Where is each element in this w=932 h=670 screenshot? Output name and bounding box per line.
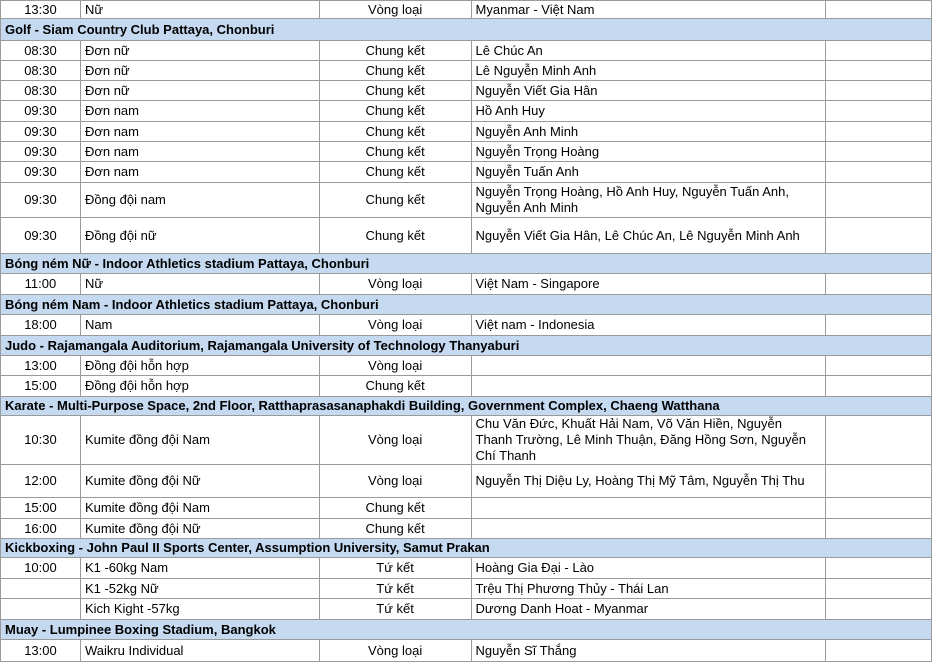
event-cell[interactable]: K1 -60kg Nam — [80, 558, 319, 579]
table-row — [1, 376, 932, 397]
round-cell[interactable]: Chung kết — [319, 519, 471, 539]
round-cell[interactable]: Chung kết — [319, 162, 471, 183]
round-cell[interactable]: Tứ kết — [319, 558, 471, 579]
empty-cell[interactable] — [826, 183, 932, 218]
table-row — [1, 142, 932, 162]
event-cell[interactable]: Waikru Individual — [80, 640, 319, 662]
empty-cell[interactable] — [826, 122, 932, 142]
time-cell[interactable]: 09:30 — [1, 122, 81, 142]
empty-cell[interactable] — [826, 416, 932, 465]
athletes-cell[interactable]: Nguyễn Trọng Hoàng — [471, 142, 826, 162]
athletes-cell[interactable]: Nguyễn Viết Gia Hân, Lê Chúc An, Lê Nguyễn Minh Anh — [471, 218, 826, 254]
round-cell[interactable]: Vòng loại — [319, 274, 471, 295]
event-cell[interactable]: Nữ — [80, 1, 319, 19]
table-row — [1, 599, 932, 620]
time-cell[interactable]: 13:00 — [1, 640, 81, 662]
section-header-row — [1, 336, 932, 356]
section-header-row — [1, 19, 932, 41]
time-cell[interactable] — [1, 599, 81, 620]
table-row — [1, 356, 932, 376]
time-cell[interactable]: 08:30 — [1, 61, 81, 81]
athletes-cell[interactable]: Nguyễn Thị Diệu Ly, Hoàng Thị Mỹ Tâm, Nguyễn Thị Thu — [471, 465, 826, 498]
athletes-cell[interactable]: Nguyễn Tuấn Anh — [471, 162, 826, 183]
round-cell[interactable]: Chung kết — [319, 498, 471, 519]
athletes-cell[interactable]: Hồ Anh Huy — [471, 101, 826, 122]
section-header-row — [1, 539, 932, 558]
event-cell[interactable]: K1 -52kg Nữ — [80, 579, 319, 599]
empty-cell[interactable] — [826, 579, 932, 599]
athletes-cell[interactable]: Chu Văn Đức, Khuất Hải Nam, Võ Văn Hiền, Nguyễn Thanh Trường, Lê Minh Thuận, Đăng Hồng Sơn, Nguyễn Chí Thanh — [471, 416, 826, 465]
round-cell[interactable]: Chung kết — [319, 61, 471, 81]
athletes-cell[interactable]: Việt nam - Indonesia — [471, 315, 826, 336]
table-row — [1, 274, 932, 295]
athletes-cell[interactable]: Nguyễn Anh Minh — [471, 122, 826, 142]
athletes-cell[interactable]: Nguyễn Sĩ Thắng — [471, 640, 826, 662]
time-cell[interactable]: 09:30 — [1, 183, 81, 218]
empty-cell[interactable] — [826, 315, 932, 336]
athletes-cell[interactable]: Lê Nguyễn Minh Anh — [471, 61, 826, 81]
section-header-row — [1, 620, 932, 640]
athletes-cell[interactable]: Nguyễn Trọng Hoàng, Hồ Anh Huy, Nguyễn Tuấn Anh, Nguyễn Anh Minh — [471, 183, 826, 218]
round-cell[interactable]: Vòng loại — [319, 315, 471, 336]
empty-cell[interactable] — [826, 599, 932, 620]
section-header-row — [1, 254, 932, 274]
time-cell[interactable] — [1, 579, 81, 599]
athletes-cell[interactable] — [471, 519, 826, 539]
table-row — [1, 41, 932, 61]
time-cell[interactable]: 10:30 — [1, 416, 81, 465]
athletes-cell[interactable] — [471, 376, 826, 397]
empty-cell[interactable] — [826, 465, 932, 498]
event-cell[interactable]: Kich Kight -57kg — [80, 599, 319, 620]
empty-cell[interactable] — [826, 376, 932, 397]
time-cell[interactable]: 12:00 — [1, 465, 81, 498]
round-cell[interactable]: Chung kết — [319, 142, 471, 162]
round-cell[interactable]: Vòng loại — [319, 1, 471, 19]
empty-cell[interactable] — [826, 142, 932, 162]
table-row — [1, 218, 932, 254]
empty-cell[interactable] — [826, 640, 932, 662]
time-cell[interactable]: 11:00 — [1, 274, 81, 295]
empty-cell[interactable] — [826, 498, 932, 519]
section-header-row — [1, 295, 932, 315]
table-row — [1, 162, 932, 183]
table-row — [1, 122, 932, 142]
event-cell[interactable]: Kumite đồng đội Nam — [80, 416, 319, 465]
round-cell[interactable]: Vòng loại — [319, 356, 471, 376]
empty-cell[interactable] — [826, 61, 932, 81]
section-title[interactable]: Golf - Siam Country Club Pattaya, Chonburi — [1, 19, 932, 41]
round-cell[interactable]: Chung kết — [319, 183, 471, 218]
section-title[interactable]: Kickboxing - John Paul II Sports Center, Assumption University, Samut Prakan — [1, 539, 932, 558]
round-cell[interactable]: Chung kết — [319, 218, 471, 254]
table-row — [1, 315, 932, 336]
time-cell[interactable]: 09:30 — [1, 218, 81, 254]
event-cell[interactable]: Đồng đội hỗn hợp — [80, 376, 319, 397]
athletes-cell[interactable]: Hoàng Gia Đại - Lào — [471, 558, 826, 579]
event-cell[interactable]: Đồng đội nữ — [80, 218, 319, 254]
event-cell[interactable]: Đơn nữ — [80, 41, 319, 61]
time-cell[interactable]: 08:30 — [1, 41, 81, 61]
table-row — [1, 1, 932, 19]
round-cell[interactable]: Vòng loại — [319, 416, 471, 465]
table-row — [1, 61, 932, 81]
event-cell[interactable]: Đơn nam — [80, 162, 319, 183]
athletes-cell[interactable]: Việt Nam - Singapore — [471, 274, 826, 295]
table-row — [1, 640, 932, 662]
time-cell[interactable]: 15:00 — [1, 498, 81, 519]
table-row — [1, 465, 932, 498]
athletes-cell[interactable]: Nguyễn Viết Gia Hân — [471, 81, 826, 101]
time-cell[interactable]: 09:30 — [1, 162, 81, 183]
empty-cell[interactable] — [826, 218, 932, 254]
empty-cell[interactable] — [826, 519, 932, 539]
empty-cell[interactable] — [826, 81, 932, 101]
round-cell[interactable]: Vòng loại — [319, 465, 471, 498]
section-title[interactable]: Bóng ném Nữ - Indoor Athletics stadium Pattaya, Chonburi — [1, 254, 932, 274]
time-cell[interactable]: 13:00 — [1, 356, 81, 376]
table-row — [1, 519, 932, 539]
table-row — [1, 579, 932, 599]
time-cell[interactable]: 13:30 — [1, 1, 81, 19]
event-cell[interactable]: Đơn nam — [80, 101, 319, 122]
empty-cell[interactable] — [826, 1, 932, 19]
event-cell[interactable]: Đồng đội nam — [80, 183, 319, 218]
event-cell[interactable]: Đơn nữ — [80, 61, 319, 81]
time-cell[interactable]: 09:30 — [1, 142, 81, 162]
event-cell[interactable]: Kumite đồng đội Nữ — [80, 465, 319, 498]
event-cell[interactable]: Đơn nam — [80, 142, 319, 162]
event-cell[interactable]: Đồng đội hỗn hợp — [80, 356, 319, 376]
round-cell[interactable]: Chung kết — [319, 101, 471, 122]
table-row — [1, 558, 932, 579]
table-row — [1, 101, 932, 122]
empty-cell[interactable] — [826, 356, 932, 376]
event-cell[interactable]: Đơn nam — [80, 122, 319, 142]
table-row — [1, 498, 932, 519]
athletes-cell[interactable]: Trệu Thị Phương Thủy - Thái Lan — [471, 579, 826, 599]
athletes-cell[interactable]: Dương Danh Hoat - Myanmar — [471, 599, 826, 620]
section-title[interactable]: Judo - Rajamangala Auditorium, Rajamangala University of Technology Thanyaburi — [1, 336, 932, 356]
empty-cell[interactable] — [826, 274, 932, 295]
empty-cell[interactable] — [826, 162, 932, 183]
event-cell[interactable]: Đơn nữ — [80, 81, 319, 101]
athletes-cell[interactable] — [471, 356, 826, 376]
round-cell[interactable]: Chung kết — [319, 376, 471, 397]
time-cell[interactable]: 10:00 — [1, 558, 81, 579]
table-row — [1, 183, 932, 218]
table-row — [1, 81, 932, 101]
round-cell[interactable]: Tứ kết — [319, 579, 471, 599]
time-cell[interactable]: 15:00 — [1, 376, 81, 397]
section-title[interactable]: Karate - Multi-Purpose Space, 2nd Floor, Ratthaprasasanaphakdi Building, Government Complex, Chaeng Watthana — [1, 397, 932, 416]
empty-cell[interactable] — [826, 101, 932, 122]
event-cell[interactable]: Nữ — [80, 274, 319, 295]
empty-cell[interactable] — [826, 41, 932, 61]
event-cell[interactable]: Kumite đồng đội Nữ — [80, 519, 319, 539]
time-cell[interactable]: 18:00 — [1, 315, 81, 336]
athletes-cell[interactable]: Lê Chúc An — [471, 41, 826, 61]
round-cell[interactable]: Vòng loại — [319, 640, 471, 662]
round-cell[interactable]: Tứ kết — [319, 599, 471, 620]
athletes-cell[interactable] — [471, 498, 826, 519]
section-title[interactable]: Muay - Lumpinee Boxing Stadium, Bangkok — [1, 620, 932, 640]
time-cell[interactable]: 09:30 — [1, 101, 81, 122]
time-cell[interactable]: 08:30 — [1, 81, 81, 101]
time-cell[interactable]: 16:00 — [1, 519, 81, 539]
section-header-row — [1, 397, 932, 416]
event-cell[interactable]: Kumite đồng đội Nam — [80, 498, 319, 519]
round-cell[interactable]: Chung kết — [319, 122, 471, 142]
event-cell[interactable]: Nam — [80, 315, 319, 336]
empty-cell[interactable] — [826, 558, 932, 579]
section-title[interactable]: Bóng ném Nam - Indoor Athletics stadium Pattaya, Chonburi — [1, 295, 932, 315]
round-cell[interactable]: Chung kết — [319, 41, 471, 61]
table-row — [1, 416, 932, 465]
round-cell[interactable]: Chung kết — [319, 81, 471, 101]
athletes-cell[interactable]: Myanmar - Việt Nam — [471, 1, 826, 19]
